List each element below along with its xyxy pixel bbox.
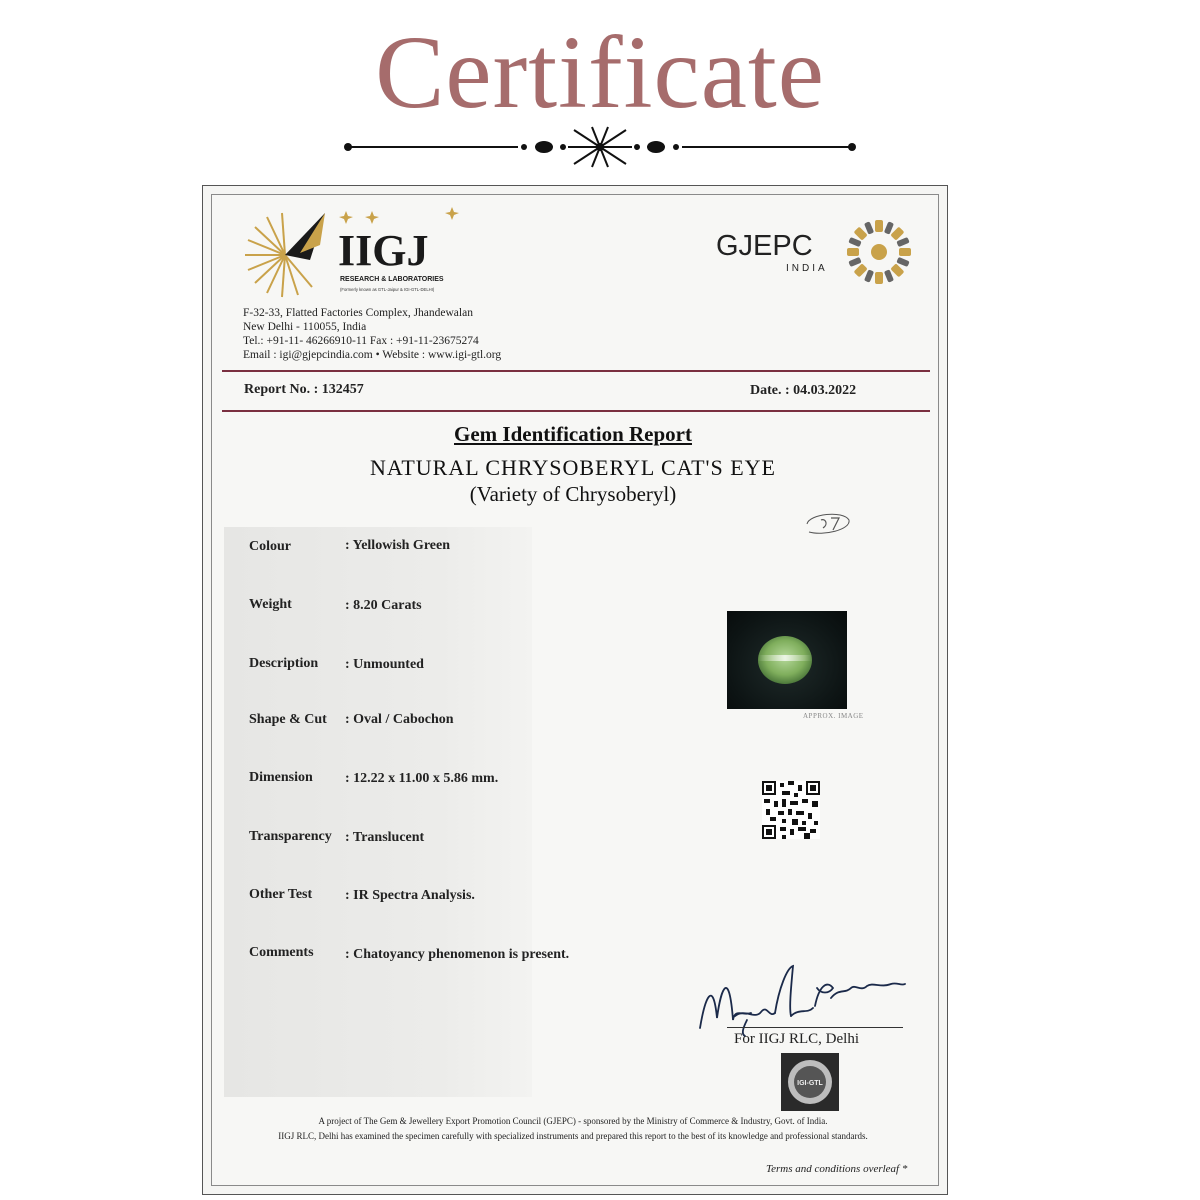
iigj-formerly: (Formerly known as GTL-Jaipur & IGI-GTL-DELHI) [340,287,435,292]
gjepc-sub: INDIA [786,263,828,274]
field-label-comments: Comments [249,945,314,960]
gem-photo [727,611,847,709]
field-value-description: : Unmounted [345,657,424,672]
field-value-weight: : 8.20 Carats [345,598,422,613]
report-number: Report No. : 132457 [244,382,364,397]
field-value-transparency: : Translucent [345,830,425,845]
address-line: Email : igi@gjepcindia.com • Website : www.igi-gtl.org [243,349,502,361]
gjepc-wordmark: GJEPC [716,230,813,262]
field-label-colour: Colour [249,539,291,554]
signature-icon [695,958,910,1038]
footer-line-1: A project of The Gem & Jewellery Export Promotion Council (GJEPC) - sponsored by the Ministry of Commerce & Industry, Govt. of India. [318,1116,828,1126]
address-line: New Delhi - 110055, India [243,321,367,333]
gem-stone-icon [727,611,847,709]
gjepc-logo [712,215,917,285]
field-value-dimension: : 12.22 x 11.00 x 5.86 mm. [345,771,499,786]
iigj-logo [240,205,470,305]
footer-line-2: IIGJ RLC, Delhi has examined the specimen carefully with specialized instruments and prepared this report to the best of its knowledge and professional standards. [278,1131,868,1141]
field-label-shape-cut: Shape & Cut [249,712,327,727]
qr-code-icon [762,781,820,839]
seal-text: IGI-GTL [797,1080,823,1087]
field-value-colour: : Yellowish Green [345,538,450,553]
field-value-shape-cut: : Oval / Cabochon [345,712,454,727]
field-value-comments: : Chatoyancy phenomenon is present. [345,947,570,962]
report-heading: Gem Identification Report [454,422,692,446]
iigj-subtitle: RESEARCH & LABORATORIES [340,276,444,283]
image-caption: APPROX. IMAGE [803,712,864,720]
report-date: Date. : 04.03.2022 [750,383,857,398]
gem-name: NATURAL CHRYSOBERYL CAT'S EYE [370,455,776,480]
signature-line [727,1027,903,1028]
igi-gtl-seal [781,1053,839,1111]
field-label-other-test: Other Test [249,887,313,902]
lab-address [243,306,501,362]
address-line: Tel.: +91-11- 46266910-11 Fax : +91-11-23675274 [243,335,479,347]
terms-note: Terms and conditions overleaf * [766,1163,908,1175]
certificate-banner-title: Certificate [375,15,825,130]
field-label-transparency: Transparency [249,829,332,844]
header-rule-bottom [222,410,930,412]
ornament-divider-icon [340,122,860,172]
address-line: F-32-33, Flatted Factories Complex, Jhandewalan [243,307,473,319]
field-label-weight: Weight [249,597,292,612]
field-label-description: Description [249,656,319,671]
iigj-wordmark: IIGJ [338,226,429,275]
signatory-caption: For IIGJ RLC, Delhi [734,1031,859,1047]
handwritten-note-icon [803,508,853,538]
field-value-other-test: : IR Spectra Analysis. [345,888,475,903]
gem-variety: (Variety of Chrysoberyl) [469,482,677,506]
header-rule-top [222,370,930,372]
field-label-dimension: Dimension [249,770,313,785]
